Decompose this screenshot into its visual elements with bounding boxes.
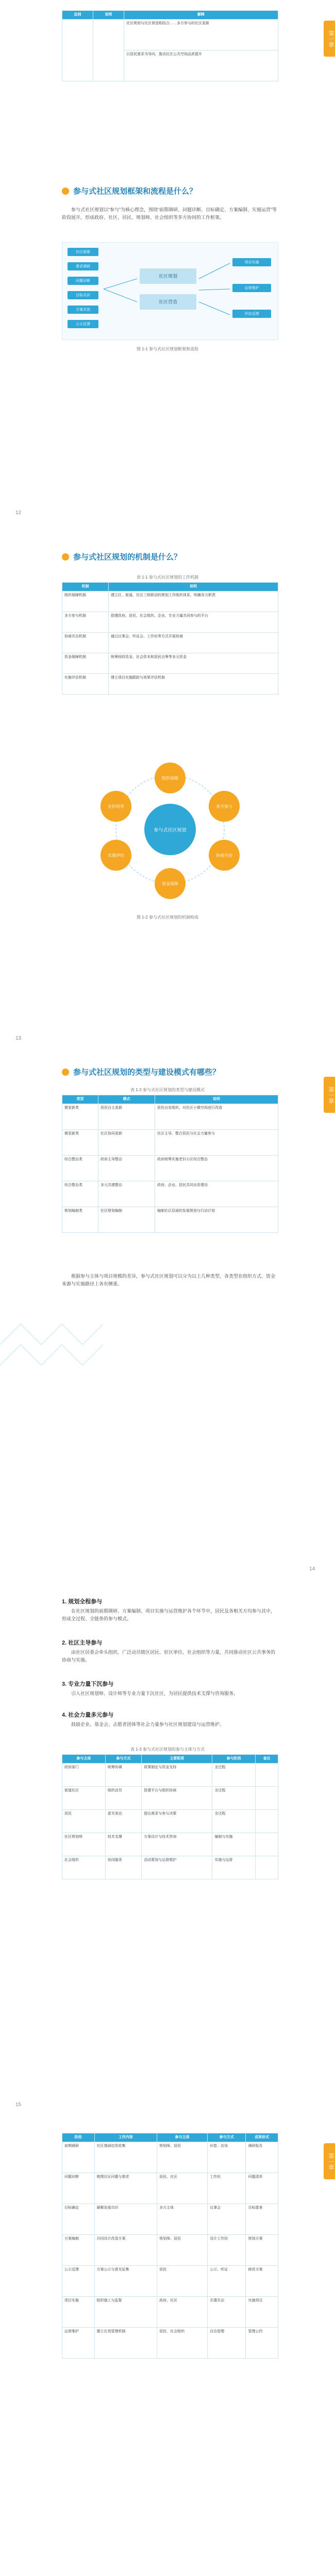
table-cell: 微更新类 bbox=[62, 1129, 98, 1155]
table-row bbox=[62, 2142, 278, 2173]
page-number: 14 bbox=[309, 1566, 315, 1572]
top-table bbox=[62, 10, 278, 81]
table-cell: 实施评估机制 bbox=[62, 673, 109, 694]
table-cell: 前期调研 bbox=[62, 2142, 95, 2173]
subheading: 4. 社会力量多元参与 bbox=[62, 1712, 114, 1718]
table-cell: 技术支撑 bbox=[105, 1833, 141, 1856]
flow-step: 社区画像 bbox=[68, 248, 98, 256]
table-row bbox=[62, 1155, 278, 1181]
flow-arrows bbox=[62, 243, 279, 341]
table-cell: 微更新类 bbox=[62, 1104, 98, 1129]
table-cell: 活动策划与运营维护 bbox=[142, 1856, 212, 1879]
table-row bbox=[62, 673, 278, 694]
table-cell: 自治管理 bbox=[208, 2327, 246, 2358]
mechanism-cycle bbox=[77, 752, 263, 907]
table-header: 说明 bbox=[155, 1095, 278, 1104]
paragraph: 由社区居委会牵头组织，广泛动员辖区居民、驻区单位、社会组织等力量，共同推动社区公共事务的协商与实施。 bbox=[62, 1650, 276, 1663]
table-cell: 政府部门 bbox=[62, 1763, 106, 1786]
table-cell bbox=[93, 19, 124, 81]
table-cell: 共建共治 bbox=[208, 2296, 246, 2327]
table-cell: 政府统筹实施老旧小区综合整治 bbox=[155, 1155, 278, 1181]
table-cell: 多元共建整治 bbox=[98, 1181, 155, 1207]
table-cell: 社区主导，整合居民与社会力量参与 bbox=[155, 1129, 278, 1155]
table-cell: 设计工作坊 bbox=[208, 2234, 246, 2265]
table-cell bbox=[256, 1809, 278, 1833]
diagram-caption: 图 1-1 参与式社区规划框架和流程 bbox=[136, 347, 198, 351]
table-cell: 政府、社区 bbox=[157, 2296, 208, 2327]
table-cell: 公示反馈 bbox=[62, 2265, 95, 2296]
table-row bbox=[62, 1809, 278, 1833]
table-cell: 社区基础信息收集 bbox=[94, 2142, 157, 2173]
cycle-node: 实施评估 bbox=[100, 840, 131, 871]
table-row bbox=[62, 2234, 278, 2265]
table-cell: 规划师、居民 bbox=[157, 2234, 208, 2265]
chapter-tab: 第一章 bbox=[324, 2143, 335, 2179]
table-cell: 工作坊 bbox=[208, 2173, 246, 2204]
table-cell: 政策制定与资金支持 bbox=[142, 1763, 212, 1786]
table-header: 解释 bbox=[124, 11, 278, 20]
table-cell: 统筹财政资金、社会资本和居民自筹等多元资金 bbox=[109, 653, 278, 673]
table-cell: 居民自发组织，对社区小微空间进行改造 bbox=[155, 1104, 278, 1129]
table-row bbox=[62, 632, 278, 653]
table-row bbox=[62, 1181, 278, 1207]
bullet-icon bbox=[62, 1069, 69, 1076]
table-row bbox=[62, 2173, 278, 2204]
decorative-pattern bbox=[0, 1314, 335, 1376]
table-cell: 编制社区层面的发展规划与行动计划 bbox=[155, 1207, 278, 1232]
cycle-node: 组织保障 bbox=[155, 762, 186, 793]
table-cell: 搭建政府、居民、社会组织、企业、专业力量共同参与的平台 bbox=[109, 612, 278, 632]
chapter-tab: 第一章 bbox=[324, 21, 335, 57]
table-row bbox=[62, 2204, 278, 2234]
table-cell: 实施项目 bbox=[246, 2296, 278, 2327]
table-cell: 资金保障机制 bbox=[62, 653, 109, 673]
table-cell: 通过议事会、听证会、工作坊等方式开展协商 bbox=[109, 632, 278, 653]
subheading: 3. 专业力量下沉参与 bbox=[62, 1681, 114, 1687]
section-title: 参与式社区规划的机制是什么？ bbox=[73, 553, 182, 562]
cycle-caption: 图 1-2 参与式社区规划的机制构成 bbox=[136, 915, 198, 920]
table-cell: 凝聚发展共识 bbox=[94, 2204, 157, 2234]
table-cell: 实施与运营 bbox=[212, 1856, 256, 1879]
page-2 bbox=[0, 531, 335, 1051]
table-header: 总则 bbox=[62, 11, 93, 20]
paragraph: 鼓励企业、基金会、志愿者团体等社会力量参与社区规划建设与运营维护。 bbox=[71, 1722, 225, 1727]
bullet-icon bbox=[62, 188, 69, 195]
table-row bbox=[62, 653, 278, 673]
flow-step: 目标共识 bbox=[68, 291, 98, 299]
table-cell: 组织施工与监督 bbox=[94, 2296, 157, 2327]
section-heading bbox=[62, 185, 197, 196]
table-row bbox=[62, 2265, 278, 2296]
flow-step: 方案共创 bbox=[68, 306, 98, 314]
table-cell: 公示、听证 bbox=[208, 2265, 246, 2296]
table-cell: 协同服务 bbox=[105, 1856, 141, 1879]
table-cell: 全过程 bbox=[212, 1763, 256, 1786]
table-row bbox=[62, 1856, 278, 1879]
table-header: 参与方式 bbox=[208, 2133, 246, 2142]
table-cell: 政府主导整治 bbox=[98, 1155, 155, 1181]
table-cell: 规划师、居民 bbox=[157, 2142, 208, 2173]
table-cell: 规划编制类 bbox=[62, 1207, 98, 1232]
table-header: 参与主体 bbox=[62, 1755, 106, 1764]
table-header: 说明 bbox=[109, 583, 278, 591]
table-header: 参与方式 bbox=[105, 1755, 141, 1764]
table-header: 说明 bbox=[93, 11, 124, 20]
table-cell: 组织动员 bbox=[105, 1786, 141, 1809]
page-1 bbox=[0, 0, 335, 526]
table-cell: 政府、企业、居民共同出资建设 bbox=[155, 1181, 278, 1207]
flow-center: 社区营造 bbox=[140, 294, 196, 310]
cycle-node: 多方参与 bbox=[209, 791, 240, 822]
table-cell: 方案公示与意见征集 bbox=[94, 2265, 157, 2296]
page-3 bbox=[0, 1056, 335, 1582]
table-header: 工作内容 bbox=[94, 2133, 157, 2142]
table-cell: 组织保障机制 bbox=[62, 591, 109, 612]
table-cell: 修改方案 bbox=[246, 2265, 278, 2296]
table-cell: 居民 bbox=[62, 1809, 106, 1833]
table-row bbox=[62, 591, 278, 612]
table-row bbox=[62, 19, 278, 50]
table-row bbox=[62, 612, 278, 632]
table-cell: 社区协同更新 bbox=[98, 1129, 155, 1155]
types-table bbox=[62, 1095, 278, 1233]
table-cell: 意见表达 bbox=[105, 1809, 141, 1833]
table-cell: 居民、社区 bbox=[157, 2173, 208, 2204]
flow-step: 公示反馈 bbox=[68, 320, 98, 328]
table-header: 机制 bbox=[62, 583, 109, 591]
table-cell: 编制与实施 bbox=[212, 1833, 256, 1856]
participants-table bbox=[62, 1754, 278, 1879]
section-title: 参与式社区规划的类型与建设模式有哪些？ bbox=[73, 1068, 221, 1077]
page-number: 13 bbox=[15, 1036, 22, 1041]
table-caption: 表 1-1 参与式社区规划的工作机制 bbox=[136, 575, 198, 580]
subheading: 2. 社区主导参与 bbox=[62, 1640, 103, 1646]
table-cell bbox=[62, 19, 93, 81]
table-row bbox=[62, 2296, 278, 2327]
table-cell: 搭建平台与组织协商 bbox=[142, 1786, 212, 1809]
flow-step: 评估反馈 bbox=[232, 310, 271, 318]
cycle-node: 协商共治 bbox=[209, 840, 240, 871]
table-cell: 多方参与机制 bbox=[62, 612, 109, 632]
table-row bbox=[62, 1833, 278, 1856]
table-cell: 统筹协调 bbox=[105, 1763, 141, 1786]
table-cell: 问题诊断 bbox=[62, 2173, 95, 2204]
flow-step: 问题诊断 bbox=[68, 277, 98, 285]
table-cell: 综合整治类 bbox=[62, 1155, 98, 1181]
table-header: 模式 bbox=[98, 1095, 155, 1104]
paragraph: 在社区规划的前期调研、方案编制、项目实施与运营维护各个环节中，居民及各相关方均参与其中，形成全过程、全链条的参与模式。 bbox=[62, 1608, 276, 1622]
page-number: 12 bbox=[15, 510, 22, 516]
page-4 bbox=[0, 1587, 335, 2117]
section-title: 参与式社区规划框架和流程是什么？ bbox=[73, 187, 197, 196]
table-cell: 管理公约 bbox=[246, 2327, 278, 2358]
table-cell: 居民自主更新 bbox=[98, 1104, 155, 1129]
subheading: 1. 规划全程参与 bbox=[62, 1599, 103, 1605]
table-header: 成果形式 bbox=[246, 2133, 278, 2142]
cycle-center: 参与式社区规划 bbox=[144, 804, 196, 855]
process-table bbox=[62, 2133, 278, 2359]
table-cell: 建立长效管理机制 bbox=[94, 2327, 157, 2358]
flow-step: 项目实施 bbox=[232, 258, 271, 266]
table-row bbox=[62, 1104, 278, 1129]
table-cell: 建立区、街道、社区三级联动的规划工作组织体系，明确各方职责 bbox=[109, 591, 278, 612]
table-cell: 社区规划师 bbox=[62, 1833, 106, 1856]
table-header: 类型 bbox=[62, 1095, 98, 1104]
bullet-icon bbox=[62, 553, 69, 561]
cycle-node: 宣传培育 bbox=[100, 791, 131, 822]
framework-diagram bbox=[62, 242, 278, 340]
table-header: 参与主体 bbox=[157, 2133, 208, 2142]
table-cell: 居民 bbox=[157, 2265, 208, 2296]
table-cell bbox=[256, 1786, 278, 1809]
table-cell: 社会组织 bbox=[62, 1856, 106, 1879]
table-header: 参与阶段 bbox=[212, 1755, 256, 1764]
intro-paragraph: 参与式社区规划以“参与”为核心理念，围绕“前期调研、问题诊断、目标确定、方案编制、实施运营”等阶段展开，形成政府、社区、居民、规划师、社会组织等多方协同的工作框架。 bbox=[62, 207, 277, 221]
table-cell: 综合整治类 bbox=[62, 1181, 98, 1207]
paragraph: 引入社区规划师、设计师等专业力量下沉社区，为居民提供技术支撑与咨询服务。 bbox=[71, 1691, 239, 1696]
page-5 bbox=[0, 2123, 335, 2576]
table-cell: 议事会 bbox=[208, 2204, 246, 2234]
table-cell: 运营维护 bbox=[62, 2327, 95, 2358]
section-heading bbox=[62, 551, 181, 562]
table-cell: 目标确定 bbox=[62, 2204, 95, 2234]
table-cell: 全过程 bbox=[212, 1809, 256, 1833]
table-cell: 建立项目实施跟踪与效果评估机制 bbox=[109, 673, 278, 694]
table-cell bbox=[256, 1856, 278, 1879]
flow-step: 运营维护 bbox=[232, 284, 271, 292]
table-cell: 方案编制 bbox=[62, 2234, 95, 2265]
table-header: 阶段 bbox=[62, 2133, 95, 2142]
table-cell: 居民、社会组织 bbox=[157, 2327, 208, 2358]
table-cell bbox=[256, 1833, 278, 1856]
table-cell: 方案设计与技术咨询 bbox=[142, 1833, 212, 1856]
table-cell: 梳理社区问题与需求 bbox=[94, 2173, 157, 2204]
table-caption: 表 1-3 参与式社区规划的参与主体与方式 bbox=[130, 1747, 205, 1752]
table-cell: 全过程 bbox=[212, 1786, 256, 1809]
section-heading bbox=[62, 1066, 220, 1077]
table-cell: 提出需求与参与决策 bbox=[142, 1809, 212, 1833]
table-cell: 共同设计改造方案 bbox=[94, 2234, 157, 2265]
table-row bbox=[62, 1207, 278, 1232]
table-cell: 问卷、访谈 bbox=[208, 2142, 246, 2173]
table-cell: 社区规划与社区营造相结合……多方参与的社区更新 bbox=[124, 19, 278, 50]
table-cell: 社区规划编制 bbox=[98, 1207, 155, 1232]
table-cell: 规划方案 bbox=[246, 2234, 278, 2265]
table-cell bbox=[256, 1763, 278, 1786]
flow-step: 需求调研 bbox=[68, 262, 98, 270]
table-caption: 表 1-2 参与式社区规划的类型与建设模式 bbox=[130, 1088, 205, 1092]
table-cell: 街道社区 bbox=[62, 1786, 106, 1809]
table-header: 主要职责 bbox=[142, 1755, 212, 1764]
table-cell: 以居民需求为导向，推动社区公共空间品质提升 bbox=[124, 50, 278, 81]
page-number: 15 bbox=[15, 2102, 22, 2108]
flow-center: 社区规划 bbox=[140, 268, 196, 284]
table-row bbox=[62, 1129, 278, 1155]
mechanism-table bbox=[62, 582, 278, 694]
table-row bbox=[62, 2327, 278, 2358]
chapter-tab: 第一章 bbox=[324, 1077, 335, 1113]
table-cell: 问题清单 bbox=[246, 2173, 278, 2204]
table-row bbox=[62, 1763, 278, 1786]
table-cell: 调研报告 bbox=[246, 2142, 278, 2173]
cycle-node: 资金保障 bbox=[155, 868, 186, 899]
table-row bbox=[62, 1786, 278, 1809]
table-cell: 目标愿景 bbox=[246, 2204, 278, 2234]
table-header: 备注 bbox=[256, 1755, 278, 1764]
note-paragraph: 根据参与主体与项目规模的差异，参与式社区规划可以分为以上几种类型，各类型在组织方式、资金来源与实施路径上各有侧重。 bbox=[62, 1274, 276, 1287]
table-cell: 项目实施 bbox=[62, 2296, 95, 2327]
table-cell: 协商共治机制 bbox=[62, 632, 109, 653]
table-cell: 多方主体 bbox=[157, 2204, 208, 2234]
